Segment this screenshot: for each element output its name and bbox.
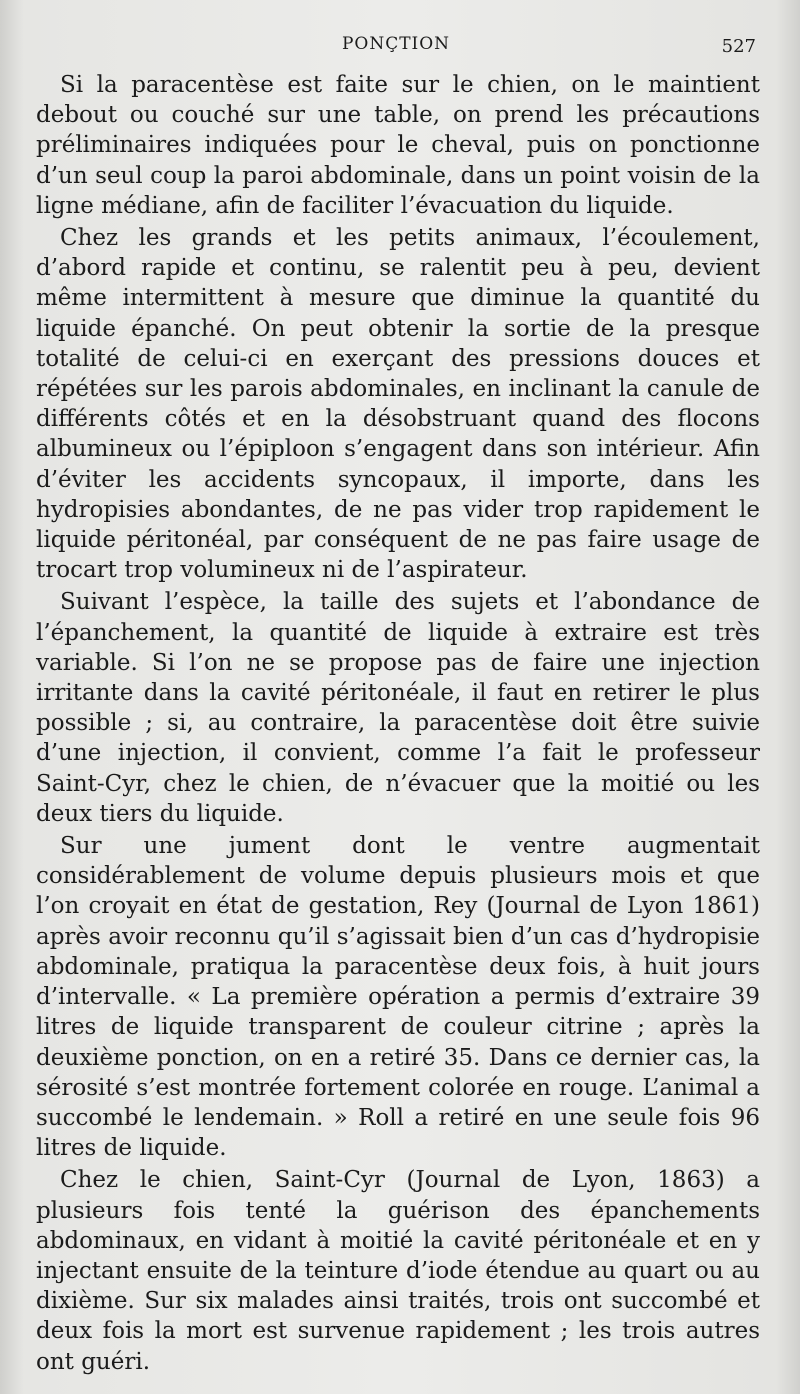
page-number: 527 xyxy=(721,36,756,57)
page-header xyxy=(36,34,756,58)
paragraph-1: Si la paracentèse est faite sur le chien, on le maintient debout ou couché sur une table, on prend les précautions préliminaires indiquées pour le cheval, puis on ponctionne d’un seul coup la paroi abdominale, dans un point voisin de la ligne médiane, afin de faciliter l’évacuation du liquide. xyxy=(36,72,760,219)
paragraph-5: Chez le chien, Saint-Cyr (Journal de Lyon, 1863) a plusieurs fois tenté la guérison des épanchements abdominaux, en vidant à moitié la cavité péritonéale et en y injectant ensuite de la teinture d’iode étendue au quart ou au dixième. Sur six malades ainsi traités, trois ont succombé et deux fois la mort est survenue rapidement ; les trois autres ont guéri. xyxy=(36,1167,760,1375)
page-body xyxy=(36,70,760,1377)
paragraph-3: Suivant l’espèce, la taille des sujets et l’abondance de l’épanchement, la quantité de liquide à extraire est très variable. Si l’on ne se propose pas de faire une injection irritante dans la cavité péritonéale, il faut en retirer le plus possible ; si, au contraire, la paracentèse doit être suivie d’une injection, il convient, comme l’a fait le professeur Saint-Cyr, chez le chien, de n’évacuer que la moitié ou les deux tiers du liquide. xyxy=(36,589,760,827)
paragraph-4: Sur une jument dont le ventre augmentait considérablement de volume depuis plusieurs mois et que l’on croyait en état de gestation, Rey (Journal de Lyon 1861) après avoir reconnu qu’il s’agissait bien d’un cas d’hydropisie abdominale, pratiqua la paracentèse deux fois, à huit jours d’intervalle. « La première opération a permis d’extraire 39 litres de liquide transparent de couleur citrine ; après la deuxième ponction, on en a retiré 35. Dans ce dernier cas, la sérosité s’est montrée fortement colorée en rouge. L’animal a succombé le lendemain. » Roll a retiré en une seule fois 96 litres de liquide. xyxy=(36,833,760,1162)
paragraph-2: Chez les grands et les petits animaux, l’écoulement, d’abord rapide et continu, se ralentit peu à peu, devient même intermittent à mesure que diminue la quantité du liquide épanché. On peut obtenir la sortie de la presque totalité de celui-ci en exerçant des pressions douces et répétées sur les parois abdominales, en inclinant la canule de différents côtés et en la désobstruant quand des flocons albumineux ou l’épiploon s’engagent dans son intérieur. Afin d’éviter les accidents syncopaux, il importe, dans les hydropisies abondantes, de ne pas vider trop rapidement le liquide péritonéal, par conséquent de ne pas faire usage de trocart trop volumineux ni de l’aspirateur. xyxy=(36,225,760,584)
running-title: PONÇTION xyxy=(341,34,451,54)
